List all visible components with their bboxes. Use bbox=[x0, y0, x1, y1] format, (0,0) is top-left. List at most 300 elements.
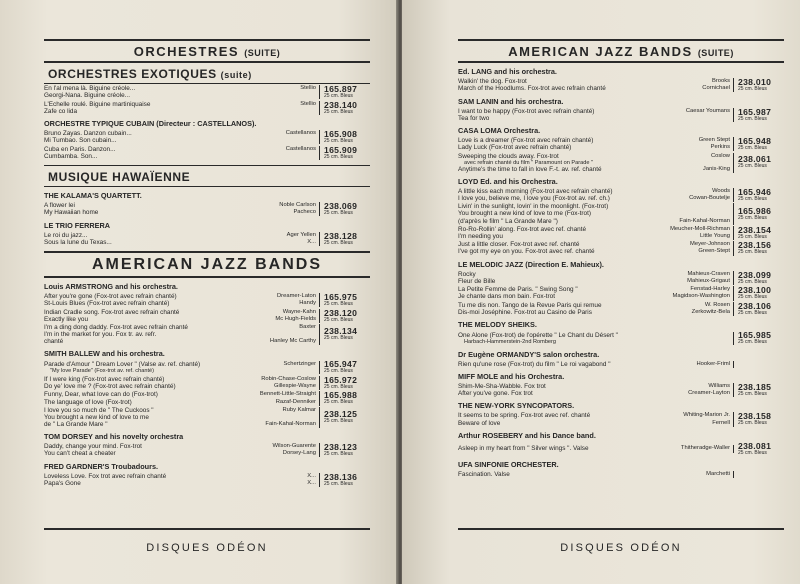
record-entry bbox=[458, 383, 784, 398]
record-entry bbox=[458, 137, 784, 152]
footer-rule bbox=[44, 528, 370, 530]
record-entry bbox=[44, 391, 370, 406]
track-line bbox=[44, 239, 316, 246]
composer: Dorsey-Lang bbox=[282, 450, 316, 457]
track-line bbox=[44, 316, 316, 323]
composer: Cornichael bbox=[702, 85, 730, 92]
composer: Janis-King bbox=[702, 165, 730, 172]
track-title: Shim-Me-Sha-Wabble. Fox trot bbox=[458, 382, 546, 390]
track-list bbox=[44, 101, 320, 115]
track-title: Bruno Zayas. Danzon cubain... bbox=[44, 130, 132, 138]
disc-format: 25 cm. Bleus bbox=[324, 138, 353, 144]
divider bbox=[44, 186, 370, 187]
catalog-code: 238.140 bbox=[324, 99, 358, 110]
composer: Woods bbox=[712, 188, 730, 195]
catalog-code: 238.061 bbox=[738, 154, 772, 165]
composer: Pacheco bbox=[293, 209, 316, 216]
composer: Ruby Kalmar bbox=[282, 406, 316, 413]
catalog-code: 238.100 bbox=[738, 285, 772, 296]
track-title: Cuba en Paris. Danzon... bbox=[44, 145, 116, 153]
track-title: I'm needing you bbox=[458, 232, 503, 240]
track-line bbox=[44, 85, 316, 92]
track-line bbox=[44, 293, 316, 300]
track-line bbox=[44, 368, 316, 374]
disc-format: 25 cm. Bleus bbox=[324, 399, 353, 406]
track-line bbox=[44, 331, 316, 338]
track-title: Indian Cradle song. Fox-trot avec refrain chanté bbox=[44, 308, 180, 316]
jazz-banner: AMERICAN JAZZ BANDS bbox=[92, 256, 322, 273]
track-list bbox=[458, 78, 734, 92]
record-entry bbox=[44, 324, 370, 345]
group-title: Louis ARMSTRONG and his orchestra. bbox=[44, 282, 178, 291]
track-line bbox=[44, 407, 316, 414]
track-list bbox=[458, 153, 734, 173]
track-line bbox=[458, 144, 730, 151]
disc-format: 25 cm. Bleus bbox=[738, 195, 767, 202]
catalog-code: 165.946 bbox=[738, 186, 772, 197]
track-title: avec refrain chanté du film " Paramount on Parade " bbox=[464, 159, 593, 166]
disc-format: 25 cm. Bleus bbox=[738, 420, 767, 427]
group-title: SMITH BALLEW and his orchestra. bbox=[44, 349, 165, 359]
record-entry bbox=[44, 376, 370, 391]
record-entry bbox=[458, 471, 784, 478]
record-entry bbox=[44, 407, 370, 428]
composer: Mc Hugh-Fields bbox=[275, 315, 316, 322]
track-line bbox=[458, 383, 730, 390]
catalog-number bbox=[324, 443, 370, 458]
composer: Razaf-Denniker bbox=[275, 398, 316, 405]
track-title: En l'al mena là. Biguine créole... bbox=[44, 85, 136, 93]
catalog-number bbox=[738, 442, 784, 457]
record-entry bbox=[44, 360, 370, 375]
track-line bbox=[458, 85, 730, 92]
catalog-code: 165.972 bbox=[324, 374, 358, 385]
section-suffix: (SUITE) bbox=[697, 48, 734, 58]
composer: Perkins bbox=[710, 144, 730, 151]
catalog-number bbox=[738, 188, 784, 203]
right-column bbox=[458, 38, 784, 526]
track-line bbox=[458, 241, 730, 248]
track-title: Just a little closer. Fox-trot avec ref. chanté bbox=[458, 241, 580, 249]
track-title: I love you so much de " The Cuckoos " bbox=[44, 406, 154, 414]
track-title: Zafe co lida bbox=[44, 107, 78, 115]
track-title: Exactly like you bbox=[44, 315, 89, 323]
track-line bbox=[458, 226, 730, 233]
catalog-code: 238.120 bbox=[324, 307, 358, 318]
track-list bbox=[458, 302, 734, 316]
track-title: Sous la lune du Texas... bbox=[44, 238, 112, 246]
exotic-list bbox=[44, 85, 370, 115]
track-line bbox=[44, 443, 316, 450]
divider bbox=[44, 165, 370, 166]
disc-format: 25 cm. Bleus bbox=[324, 368, 353, 375]
catalog-number bbox=[738, 108, 784, 123]
track-line bbox=[458, 390, 730, 397]
ferrera-list bbox=[44, 232, 370, 247]
composer: Baxter bbox=[299, 324, 316, 330]
disc-format: 25 cm. Bleus bbox=[324, 93, 353, 99]
hawaii-heading: MUSIQUE HAWAÏENNE bbox=[48, 170, 191, 184]
record-entry bbox=[458, 78, 784, 93]
group-title: FRED GARDNER'S Troubadours. bbox=[44, 461, 159, 471]
catalog-code: 165.947 bbox=[324, 359, 358, 370]
record-entry bbox=[458, 241, 784, 256]
disc-format: 25 cm. Bleus bbox=[738, 390, 767, 397]
composer: Coslow bbox=[710, 152, 730, 159]
track-line bbox=[44, 376, 316, 383]
track-line bbox=[458, 286, 730, 293]
page-footer: DISQUES ODÉON bbox=[560, 542, 682, 554]
disc-format: 25 cm. Bleus bbox=[738, 163, 767, 170]
catalog-code: 238.099 bbox=[738, 269, 772, 280]
track-list bbox=[458, 471, 734, 478]
track-list bbox=[44, 232, 320, 246]
track-title: (d'après le film " La Grande Mare ") bbox=[458, 217, 558, 225]
track-title: Livin' in the sunlight, lovin' in the moonlight. (Fox-trot) bbox=[458, 203, 609, 211]
track-title: Asleep in my heart from " Silver wings ". Valse bbox=[458, 445, 589, 453]
record-entry bbox=[44, 443, 370, 458]
track-list bbox=[44, 473, 320, 487]
divider bbox=[458, 39, 784, 41]
track-title: chanté bbox=[44, 338, 64, 346]
track-line bbox=[458, 153, 730, 160]
group-title: LE MELODIC JAZZ (Direction E. Mahieux). bbox=[458, 259, 604, 269]
catalog-number bbox=[738, 302, 784, 317]
track-line bbox=[44, 338, 316, 345]
catalog-number bbox=[324, 410, 370, 425]
composer: Schertzinger bbox=[283, 360, 316, 367]
composer: Mahieux-Craven bbox=[687, 270, 730, 277]
record-entry bbox=[458, 286, 784, 301]
track-line bbox=[458, 278, 730, 285]
catalog-code: 238.106 bbox=[738, 300, 772, 311]
track-list bbox=[44, 324, 320, 345]
track-line bbox=[44, 137, 316, 144]
disc-format: 25 cm. Bleus bbox=[324, 418, 353, 425]
track-line bbox=[44, 399, 316, 406]
divider bbox=[458, 61, 784, 63]
track-list bbox=[44, 361, 320, 374]
track-line bbox=[458, 271, 730, 278]
catalog-number bbox=[324, 376, 370, 391]
track-title: Rocky bbox=[458, 270, 476, 278]
group-title: THE KALAMA'S QUARTETT. bbox=[44, 191, 142, 200]
record-entry bbox=[458, 302, 784, 317]
composer: Castellanos bbox=[285, 130, 316, 137]
record-entry bbox=[458, 153, 784, 173]
track-title: It seems to be spring. Fox-trot avec ref. chanté bbox=[458, 412, 591, 420]
composer: Caesar Youmans bbox=[685, 107, 730, 114]
composer: X... bbox=[307, 479, 316, 486]
record-entry bbox=[458, 226, 784, 241]
composer: Handy bbox=[299, 300, 316, 307]
track-line bbox=[458, 361, 730, 368]
composer: Magidson-Washington bbox=[672, 293, 730, 300]
track-list bbox=[458, 241, 734, 255]
track-title: Le roi du jazz... bbox=[44, 231, 88, 239]
catalog-code: 238.125 bbox=[324, 409, 358, 420]
catalog-number bbox=[324, 232, 370, 247]
disc-format: 25 cm. Bleus bbox=[738, 339, 767, 346]
composer: Noble Carlson bbox=[279, 202, 316, 209]
disc-format: 25 cm. Bleus bbox=[738, 86, 767, 92]
cubain-list bbox=[44, 130, 370, 160]
track-list bbox=[458, 137, 734, 151]
track-line bbox=[458, 302, 730, 309]
group-title: UFA SINFONIE ORCHESTER. bbox=[458, 460, 559, 470]
track-title: March of the Hoodlums. Fox-trot avec refrain chanté bbox=[458, 85, 606, 93]
track-list bbox=[44, 146, 320, 160]
track-line bbox=[44, 101, 316, 108]
catalog-number bbox=[324, 202, 370, 217]
catalog-number bbox=[738, 271, 784, 286]
track-list bbox=[458, 286, 734, 300]
record-entry bbox=[44, 85, 370, 100]
composer: Green-Stept bbox=[698, 248, 730, 255]
track-title: Cumbamba. Son... bbox=[44, 152, 98, 160]
composer: Dreamer-Laton bbox=[277, 293, 316, 300]
catalog-code: 238.081 bbox=[738, 440, 772, 451]
group-title: TOM DORSEY and his novelty orchestra bbox=[44, 432, 184, 442]
track-line bbox=[44, 232, 316, 239]
left-column bbox=[44, 38, 370, 526]
composer: Williams bbox=[708, 382, 730, 389]
catalog-code: 165.897 bbox=[324, 84, 358, 94]
catalog-number bbox=[738, 155, 784, 170]
left-page bbox=[0, 0, 398, 584]
composer: Thitheradge-Waller bbox=[680, 445, 730, 452]
record-entry bbox=[44, 309, 370, 324]
group-title: Arthur ROSEBERY and his Dance band. bbox=[458, 430, 596, 440]
track-line bbox=[44, 421, 316, 428]
track-title: Georgi-Nana. Biguine créole... bbox=[44, 92, 130, 100]
track-line bbox=[458, 210, 730, 217]
composer: X... bbox=[307, 238, 316, 245]
track-list bbox=[44, 443, 320, 457]
catalog-code: 238.069 bbox=[324, 201, 358, 211]
catalog-number bbox=[324, 473, 370, 488]
track-title: Mi Tumbao. Son cubain... bbox=[44, 137, 117, 145]
composer: Castellanos bbox=[285, 145, 316, 152]
disc-format: 25 cm. Bleus bbox=[738, 233, 767, 240]
page-footer: DISQUES ODÉON bbox=[146, 542, 268, 554]
catalog-number bbox=[324, 293, 370, 308]
track-line bbox=[458, 412, 730, 419]
group-title: LOYD Ed. and his Orchestra. bbox=[458, 176, 558, 186]
track-title: Anytime's the time to fall in love F.-t. av. ref. chanté bbox=[458, 165, 602, 173]
disc-format: 25 cm. Bleus bbox=[324, 451, 353, 458]
catalog-number bbox=[324, 309, 370, 324]
record-entry bbox=[458, 108, 784, 123]
composer: Fenstad-Harley bbox=[690, 286, 730, 293]
track-title: Funny, Dear, what love can do (Fox-trot) bbox=[44, 391, 158, 399]
track-title: I want to be happy (Fox-trot avec refrain chanté) bbox=[458, 107, 595, 115]
disc-format: 25 cm. Bleus bbox=[738, 115, 767, 122]
track-title: If I were king (Fox-trot avec refrain chanté) bbox=[44, 375, 165, 383]
track-title: I'm a ding dong daddy. Fox-trot avec refrain chanté bbox=[44, 324, 188, 331]
track-title: You brought a new kind of love to me (Fox-trot) bbox=[458, 210, 591, 218]
record-entry bbox=[458, 188, 784, 203]
catalog-number bbox=[738, 226, 784, 241]
track-title: Beware of love bbox=[458, 419, 501, 427]
composer: Cowan-Boutelje bbox=[689, 195, 730, 202]
track-line bbox=[458, 188, 730, 195]
composer: Bennett-Little-Straight bbox=[259, 391, 316, 398]
track-line bbox=[44, 361, 316, 368]
track-list bbox=[44, 130, 320, 144]
track-line bbox=[458, 332, 730, 339]
track-title: The language of love (Fox-trot) bbox=[44, 398, 132, 406]
catalog-code: 238.134 bbox=[324, 326, 358, 337]
catalog-code: 238.128 bbox=[324, 230, 358, 241]
catalog-number bbox=[324, 130, 370, 145]
track-title: Fascination. Valse bbox=[458, 471, 510, 479]
track-title: "My love Parade" (Fox-trot av. ref. chanté) bbox=[50, 367, 154, 374]
disc-format: 25 cm. Bleus bbox=[738, 214, 767, 221]
catalog-code: 165.908 bbox=[324, 129, 358, 139]
record-entry bbox=[458, 331, 784, 346]
disc-format: 25 cm. Bleus bbox=[738, 249, 767, 256]
disc-format: 25 cm. Bleus bbox=[738, 278, 767, 285]
catalog-number bbox=[738, 412, 784, 427]
disc-format: 25 cm. Bleus bbox=[324, 335, 353, 342]
orchestres-banner bbox=[44, 42, 370, 60]
track-list bbox=[458, 226, 734, 240]
track-line bbox=[458, 339, 730, 345]
track-line bbox=[44, 450, 316, 457]
track-title: I'm in the market for you. Fox tr. av. refr. bbox=[44, 331, 157, 339]
track-line bbox=[458, 115, 730, 122]
track-line bbox=[44, 391, 316, 398]
catalog-number bbox=[738, 331, 784, 346]
composer: Fernell bbox=[712, 419, 730, 426]
track-title: I've got my eye on you. Fox-trot avec ref. chanté bbox=[458, 248, 595, 256]
catalog-number bbox=[738, 207, 784, 222]
track-list bbox=[458, 412, 734, 426]
catalog-number bbox=[738, 383, 784, 398]
catalog-code: 165.988 bbox=[324, 390, 358, 401]
divider bbox=[44, 39, 370, 41]
track-list bbox=[458, 271, 734, 285]
record-entry bbox=[458, 203, 784, 224]
catalog-number bbox=[324, 85, 370, 100]
divider bbox=[44, 83, 370, 84]
catalog-code: 165.909 bbox=[324, 144, 358, 155]
track-line bbox=[458, 248, 730, 255]
jazz-banner-continued bbox=[458, 42, 784, 60]
track-line bbox=[44, 480, 316, 487]
composer: Stellio bbox=[300, 85, 316, 92]
group-title: Ed. LANG and his orchestra. bbox=[458, 67, 557, 76]
catalog-code: 238.156 bbox=[738, 240, 772, 251]
track-list bbox=[44, 293, 320, 307]
disc-format: 25 cm. Bleus bbox=[324, 153, 353, 160]
track-list bbox=[44, 85, 320, 99]
composer: Whiting-Marion Jr. bbox=[683, 412, 730, 419]
track-list bbox=[458, 361, 734, 368]
track-list bbox=[458, 383, 734, 397]
track-title: You brought a new kind of love to me bbox=[44, 413, 149, 421]
track-line bbox=[458, 218, 730, 225]
track-title: Dis-moi Joséphine. Fox-trot au Casino de Paris bbox=[458, 308, 592, 316]
divider bbox=[44, 276, 370, 278]
catalog-code: 238.010 bbox=[738, 77, 772, 87]
right-page bbox=[402, 0, 800, 584]
exotic-suffix: (suite) bbox=[220, 70, 252, 80]
track-list bbox=[44, 407, 320, 428]
record-entry bbox=[458, 412, 784, 427]
track-line bbox=[458, 166, 730, 173]
track-line bbox=[44, 92, 316, 99]
disc-format: 25 cm. Bleus bbox=[738, 309, 767, 316]
track-line bbox=[44, 324, 316, 331]
track-list bbox=[458, 188, 734, 202]
composer: Wayne-Kahn bbox=[282, 308, 316, 315]
composer: Fain-Kahal-Norman bbox=[679, 217, 730, 224]
track-line bbox=[458, 137, 730, 144]
composer: Gillespie-Wayne bbox=[274, 383, 316, 390]
group-title: MIFF MOLE and his Orchestra. bbox=[458, 371, 565, 381]
track-line bbox=[44, 300, 316, 307]
track-title: Tu me dis non. Tango de la Revue Paris qui remue bbox=[458, 301, 602, 309]
group-title: THE MELODY SHEIKS. bbox=[458, 320, 537, 330]
composer: Little Young bbox=[700, 232, 730, 239]
ballew-list bbox=[44, 360, 370, 428]
exotic-heading bbox=[44, 64, 370, 82]
catalog-code: 165.986 bbox=[738, 205, 772, 216]
group-title: Dr Eugène ORMANDY'S salon orchestra. bbox=[458, 349, 600, 359]
track-list bbox=[44, 391, 320, 405]
catalog-code: 238.123 bbox=[324, 442, 358, 453]
track-line bbox=[458, 471, 730, 478]
composer: Ager Yellen bbox=[286, 231, 316, 238]
track-title: Sweeping the clouds away. Fox-trot bbox=[458, 152, 559, 160]
track-title: Lady Luck (Fox-trot avec refrain chanté) bbox=[458, 144, 572, 152]
record-entry bbox=[458, 361, 784, 368]
catalog-number bbox=[324, 360, 370, 375]
exotic-title: ORCHESTRES EXOTIQUES bbox=[48, 67, 217, 81]
composer: X... bbox=[307, 472, 316, 479]
catalog-code: 238.154 bbox=[738, 224, 772, 235]
catalog-number bbox=[324, 391, 370, 406]
track-title: Je chante dans mon bain. Fox-trot bbox=[458, 293, 555, 301]
track-line bbox=[44, 108, 316, 115]
catalog-code: 238.185 bbox=[738, 381, 772, 392]
composer: Robin-Chase-Coslow bbox=[261, 375, 316, 382]
disc-format: 25 cm. Bleus bbox=[324, 316, 353, 323]
track-title: La Petite Femme de Paris. " Swing Song " bbox=[458, 286, 578, 294]
record-entry bbox=[44, 232, 370, 247]
catalog-number bbox=[324, 146, 370, 161]
track-title: My Hawaiian home bbox=[44, 209, 99, 217]
track-line bbox=[44, 153, 316, 160]
right-groups bbox=[458, 64, 784, 478]
group-title: ORCHESTRE TYPIQUE CUBAIN (Directeur : CASTELLANOS). bbox=[44, 119, 257, 128]
track-list bbox=[44, 309, 320, 323]
track-line bbox=[44, 130, 316, 137]
disc-format: 25 cm. Bleus bbox=[738, 294, 767, 301]
track-list bbox=[44, 376, 320, 390]
track-title: I love you, believe me, I love you (Fox-trot av. ref. ch.) bbox=[458, 195, 610, 203]
catalog-number bbox=[738, 286, 784, 301]
track-title: Loveless Love. Fox trot avec refrain chanté bbox=[44, 472, 167, 480]
track-list bbox=[44, 202, 320, 216]
track-line bbox=[458, 293, 730, 300]
track-title: St-Louis Blues (Fox-trot avec refrain chanté) bbox=[44, 300, 170, 308]
composer: Hooker-Friml bbox=[696, 360, 730, 367]
track-title: Tea for two bbox=[458, 114, 490, 122]
kalama-list bbox=[44, 202, 370, 217]
